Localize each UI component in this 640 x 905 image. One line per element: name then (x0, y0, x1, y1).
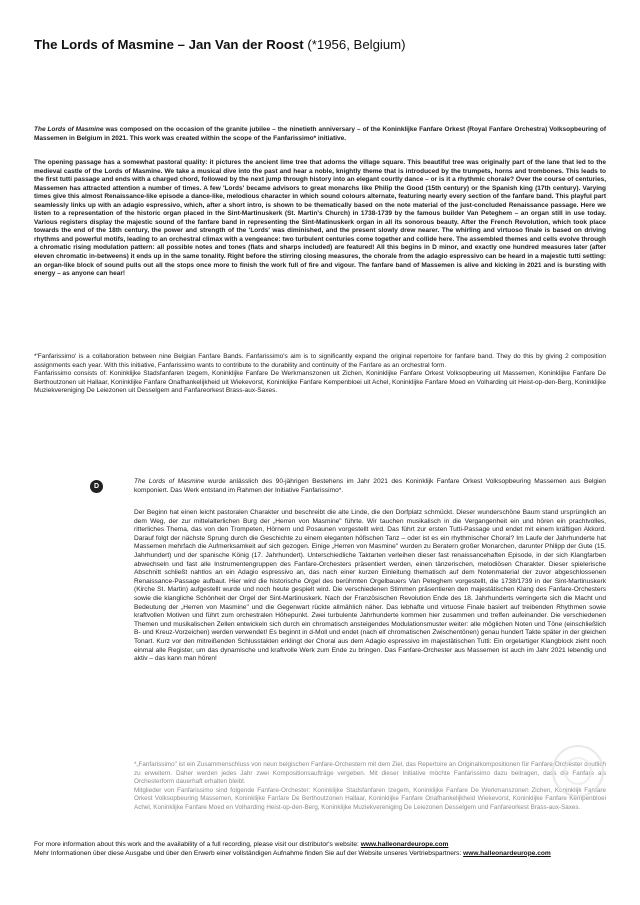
footer (34, 841, 606, 858)
english-intro (34, 126, 606, 143)
german-intro (134, 478, 606, 495)
english-members-text: Fanfarissimo consists of: Koninklijke Stadsfanfaren Izegem, Koninklijke Fanfare De Werkmanszonen uit Zichen, Koninklijke Fanfare Orkest Volksopbeuring uit Massemen, Koninklijke Fanfare De Berthoutzonen uit Hallaar, Koninklijke Fanfare Onafhankelijkheid uit Wiekevorst, Koninklijke Fanfare Kempenbloei uit Achel, Koninklijke Fanfare Moed en Volharding uit Heist-op-den-Berg, Koninklijke Muziekvereniging De Leiezonen uit Desselgem and Fanfareorkest Brass-aux-Saxes. (34, 370, 606, 395)
english-body-text: The opening passage has a somewhat pastoral quality: it pictures the ancient lime tree that adorns the village square. This beautiful tree was originally part of the lane that led to the medieval castle of the Lords of Masmine. We take a musical dive into the past and hear a noble, knightly theme that is introduced by the trumpets, horns and trombones. This leads to the first tutti passage and ends with a charged chord, followed by the next jump through history into an elegant courtly dance – or is it a rhythmic chorale? Over the course of centuries, Massemen has attracted attention a number of times. A few 'Lords' became advisors to great monarchs like Philip the Good (15th century) or the Spanish king (17th century). Varying times give this almost Renaissance-like episode a dance-like, melodious character in which sound colours alternate, featuring nearly every section of the fanfare band. This playful part seamlessly links up with an adagio espressivo, which, after a short intro, is shown to be thematically based on the note material of the just-concluded Renaissance passage. Here we listen to a representation of the historic organ placed in the Sint-Martinuskerk (St. Martin's Church) in 1738-1739 by the famous builder Van Peteghem – an organ still in use today. Various registers display the majestic sound of the fanfare band in representing the Sint-Matinuskerk organ in all its sonorous beauty. After the French Revolution, which took place towards the end of the 18th century, the power and strength of the 'Lords' was diminished, and the present slowly drew nearer. The whirling and virtuoso finale is based on driving rhythms and powerful motifs, leading to an orchestral climax with a vengeance: two turbulent centuries come together and collide here. The assembled themes and cells evolve through a chromatic rising modulation pattern: all possible notes and tones (flats and sharps included) are featured! All this begins in D minor, and exactly one hundred measures later (after eleven chromatic in-betweens) it ends up in the same tonality. Right before the stirring closing measures, the chorale from the adagio espressivo can be heard in a majestic tutti setting: an organ-like block of sound pulls out all the stops once more to finish the work full of fire and vigour. The fanfare band of Massemen is alive and kicking in 2021 and is bursting with energy – as anyone can hear! (34, 159, 606, 278)
german-members-text: Mitglieder von Fanfarissimo sind folgende Fanfare-Orchester: Koninklijke Stadsfanfaren Izegem, Koninklijke Fanfare De Werkmanszonen Zichen, Koninklijk Fanfare Orkest Volksopbeuring Massemen, Koninklijke Fanfare De Berthoutzonen Hallaar, Koninklijke Fanfare Onafhankelijkheid Wiekevorst, Koninklijke Fanfare Kempenbloei Achel, Koninklijke Fanfare Moed en Volharding Heist-op-den-Berg, Koninklijke Muziekvereniging De Leiezonen Desselgem und Fanfareorkest Brass-aux-Saxes. (134, 786, 606, 811)
footer-en-link[interactable]: www.halleonardeurope.com (360, 841, 449, 848)
footer-de-link[interactable]: www.halleonardeurope.com (463, 849, 551, 857)
english-intro-work-title: The Lords of Masmine (34, 126, 104, 133)
english-intro-text: was composed on the occasion of the granite jubilee – the ninetieth anniversary – of the Koninklijke Fanfare Orkest (Royal Fanfare Orchestra) Volksopbeuring of Massemen in Belgium in 2021. This work was created within the scope of the Fanfarissimo* initiative. (34, 126, 607, 142)
german-body-text: Der Beginn hat einen leicht pastoralen Charakter und beschreibt die alte Linde, die den Dorfplatz schmückt. Dieser wunderschöne Baum stand ursprünglich an dem Weg, der zur mittelalterlichen Burg der „Herren von Masmine" führte. Wir tauchen musikalisch in die Vergangenheit ein und hören ein prachtvolles, ritterliches Thema, das von den Trompeten, Hörnern und Posaunen vorgestellt wird. Das führt zur ersten Tutti-Passage und endet mit einem kräftigen Akkord. Darauf folgt der nächste Sprung durch die Geschichte zu einem eleganten höfischen Tanz – oder ist es ein rhythmischer Choral? Im Laufe der Jahrhunderte hat Massemen mehrfach die Aufmerksamkeit auf sich gezogen. Einige „Herren von Masmine" wurden zu Beratern großer Monarchen, darunter Philipp der Gute (15. Jahrhundert) und der spanische König (17. Jahrhundert). Unterschiedliche Taktarten verleihen dieser fast renaissancehaften Episode, in der sich Klangfarben abwechseln und fast alle Instrumentengruppen des Fanfare-Orchesters präsentiert werden, einen tänzerischen, melodiösen Charakter. Dieser spielerische Abschnitt schließt nahtlos an ein Adagio espressivo an, das nach einer kurzen Einleitung thematisch auf dem Notenmaterial der zuvor abgeschlossenen Renaissance-Passage aufbaut. Hier wird die historische Orgel des berühmten Orgelbauers Van Peteghem vorgestellt, die 1738/1739 in der Sint-Martinuskerk (Kirche St. Martin) aufgestellt wurde und noch heute gespielt wird. Die verschiedenen Stimmen präsentieren den majestätischen Klang des Fanfare-Orchesters sowie die klangliche Schönheit der Orgel der Sint-Martinuskerk. Nach der Französischen Revolution Ende des 18. Jahrhunderts verringerte sich die Macht und Bedeutung der „Herren von Masmine" und die Gegenwart rückte allmählich näher. Das lebhafte und virtuose Finale basiert auf treibenden Rhythmen sowie kraftvollen Motiven und führt zum orchestralen Höhepunkt. Zwei turbulente Jahrhunderte kommen hier zusammen und treffen aufeinander. Die verschiedenen Themen und musikalischen Zellen entwickeln sich durch ein chromatisch ansteigendes Modulationsmuster weiter: alle möglichen Noten und Töne (einschließlich B- und Kreuz-Vorzeichen) werden verwendet! Es beginnt in d-Moll und endet (nach elf chromatischen Zwischentönen) genau hundert Takte später in der gleichen Tonart. Kurz vor den mitreißenden Schlusstakten erklingt der Choral aus dem Adagio espressivo im majestätischen Tutti: Ein orgelartiger Klangblock zieht noch einmal alle Register, um das dynamische und kraftvolle Werk zum Ende zu bringen. Das Fanfare-Orchester aus Massemen ist auch im Jahr 2021 lebendig und aktiv – das kann man hören! (134, 509, 606, 663)
page-title (34, 37, 614, 53)
footer-en-text: For more information about this work and the availability of a full recording, please visit our distributor's website: (34, 841, 361, 848)
english-footnote-text: *'Fanfarissimo' is a collaboration between nine Belgian Fanfare Bands. Fanfarissimo's aim is to significantly expand the original repertoire for fanfare band. They do this by giving 2 composition assignments each year. With this initiative, Fanfarissimo wants to contribute to the durability and continuity of the Fanfare as an orchestral form. (34, 353, 606, 369)
german-footnote (134, 761, 606, 812)
title-suffix: (*1956, Belgium) (303, 37, 406, 52)
title-main: The Lords of Masmine – Jan Van der Roost (34, 37, 304, 52)
german-intro-text: wurde anlässlich des 90-jährigen Bestehens im Jahr 2021 des Koninklijk Fanfare Orkest Volksopbeuring Massemen aus Belgien komponiert. Das Werk entstand im Rahmen der Initiative Fanfarissimo*. (134, 478, 606, 494)
footer-de-text: Mehr Informationen über diese Ausgabe und über den Erwerb einer vollständigen Aufnahme finden Sie auf der Website unseres Vertriebspartners: (34, 849, 464, 857)
german-intro-work-title: The Lords of Masmine (134, 478, 205, 485)
language-badge-de: D (90, 480, 103, 493)
english-footnote (34, 353, 606, 396)
watermark-seal (552, 745, 604, 797)
german-body (134, 509, 606, 664)
english-body (34, 159, 606, 279)
german-footnote-text: *„Fanfarissimo" ist ein Zusammenschluss von neun belgischen Fanfare-Orchestern mit dem Ziel, das Repertoire an Originalkompositionen für Fanfare-Orchester deutlich zu erweitern. Daher werden jedes Jahr zwei Kompositionsaufträge vergeben. Mit dieser Initiative möchte Fanfarissimo dazu beitragen, dass die Fanfare als Orchesterform dauerhaft erhalten bleibt. (134, 761, 606, 785)
